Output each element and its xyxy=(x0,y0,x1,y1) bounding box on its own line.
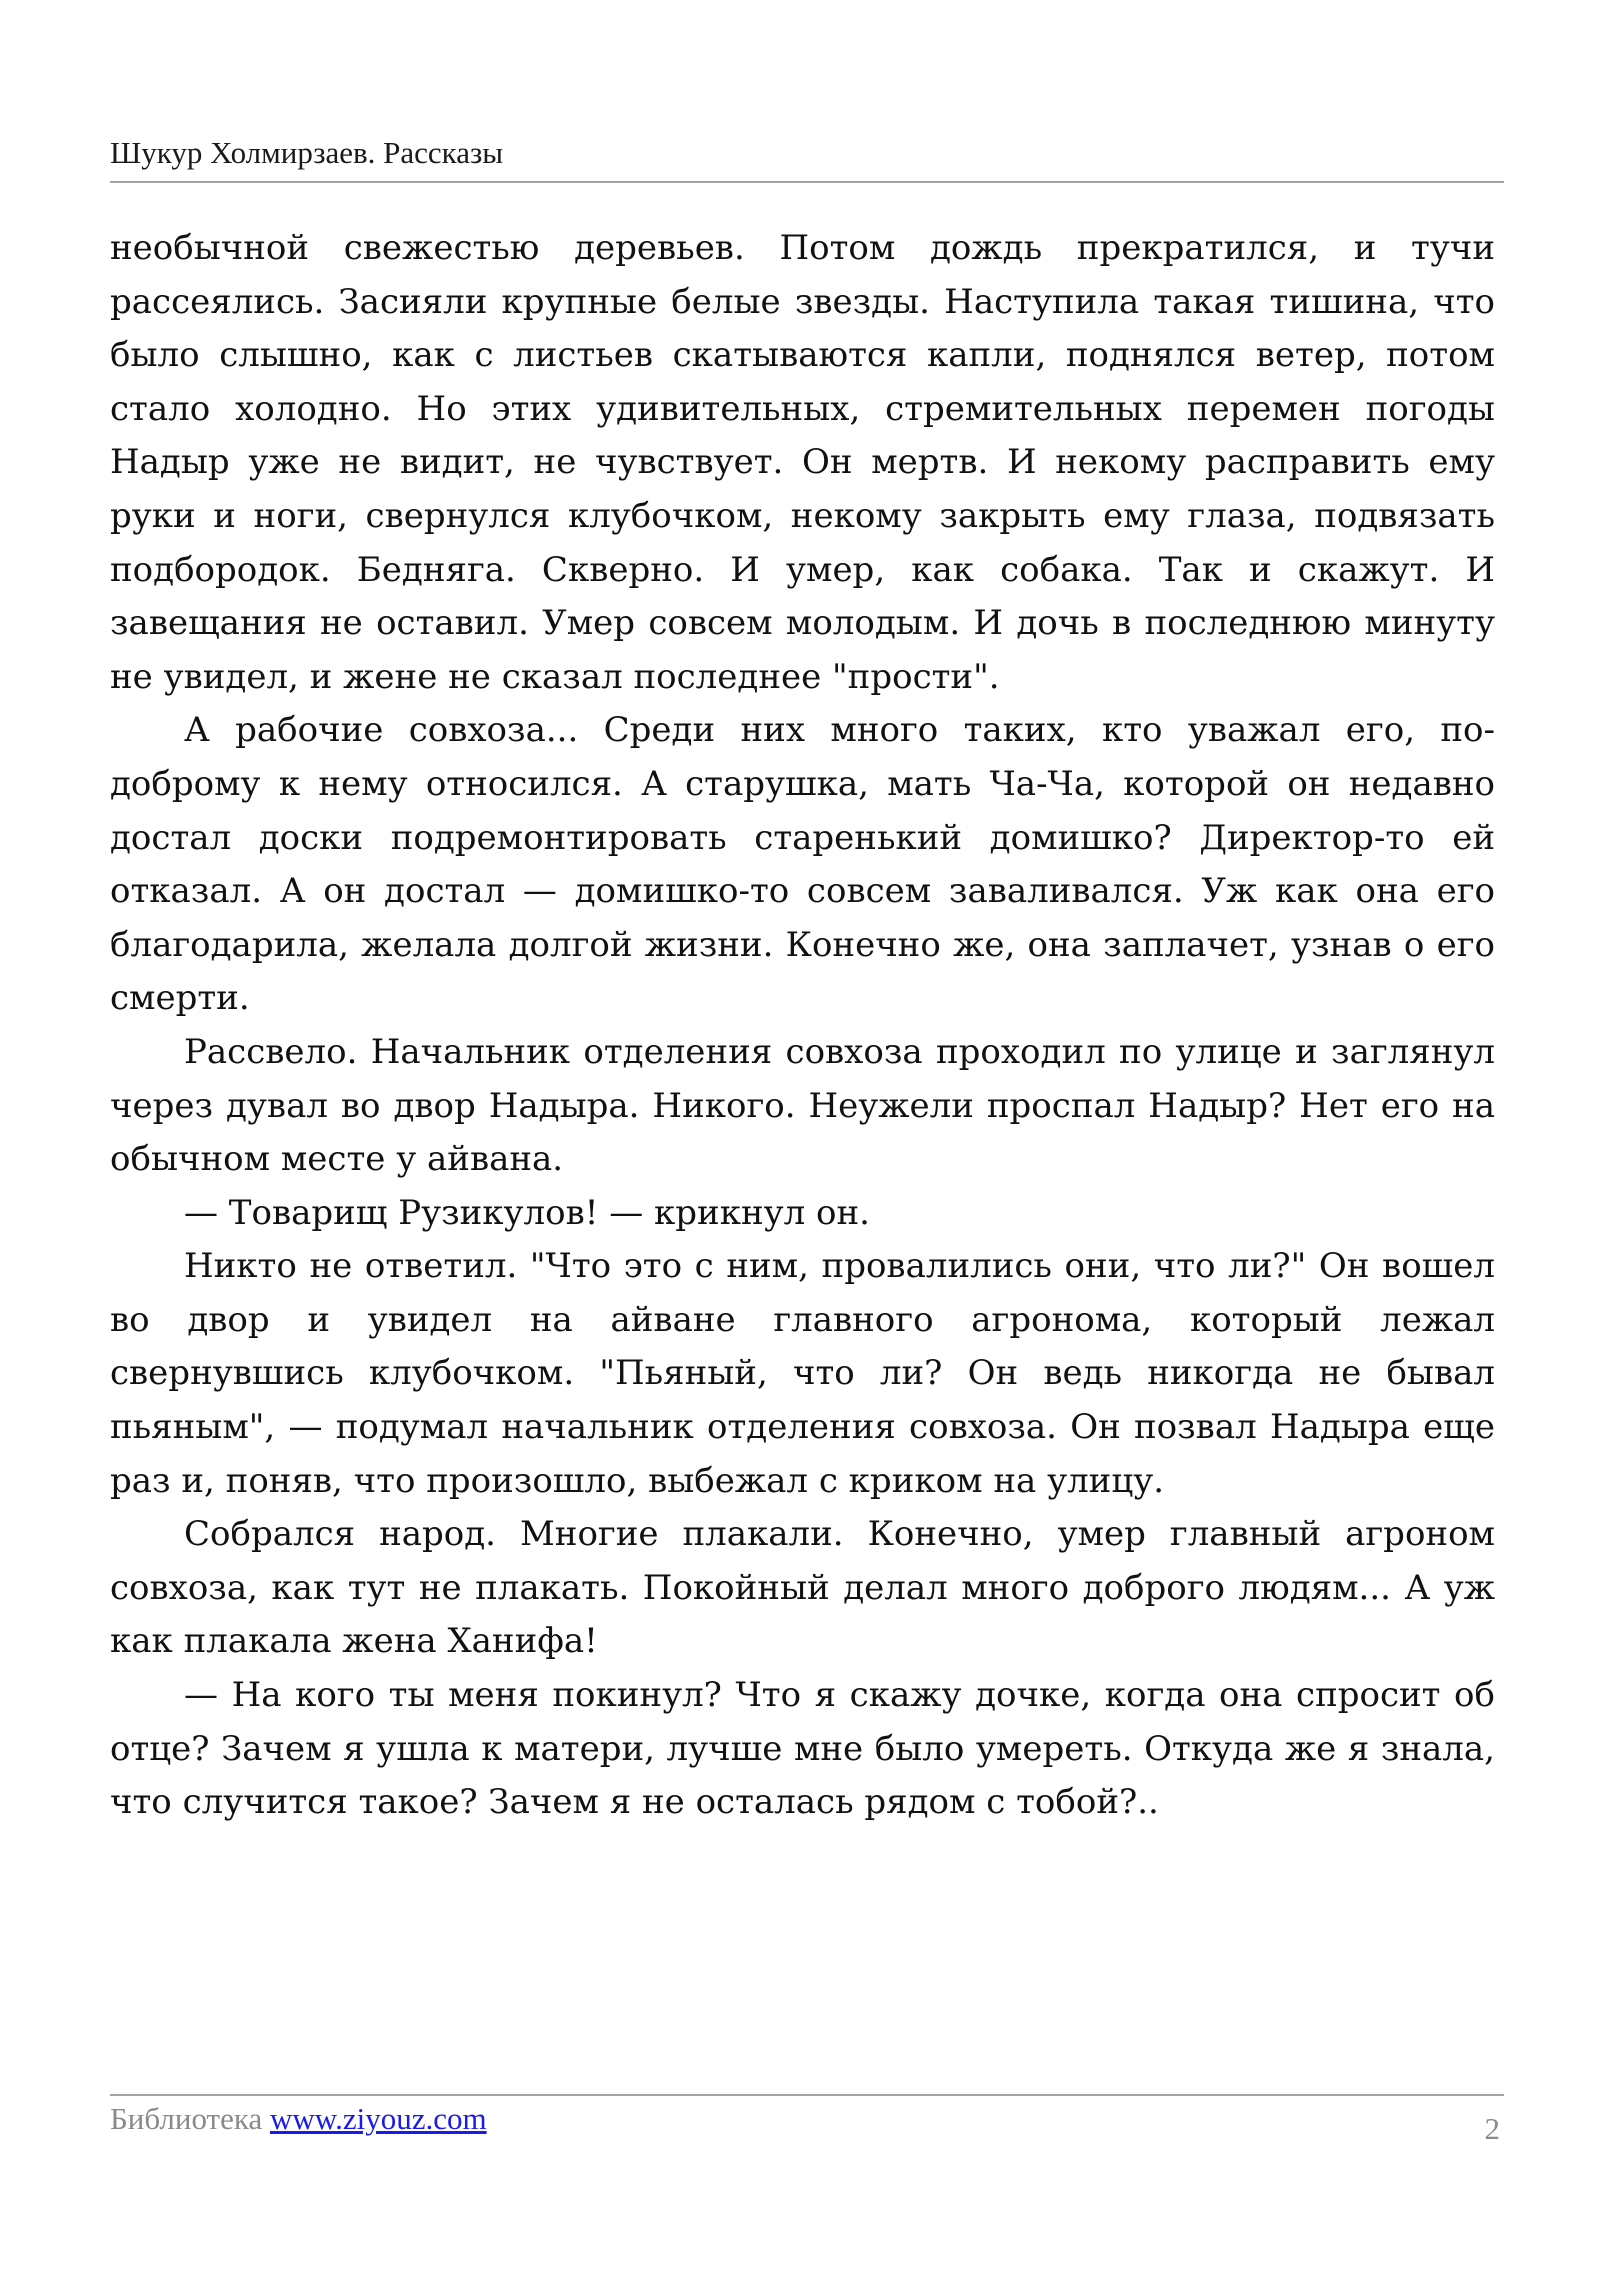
paragraph: А рабочие совхоза... Среди них много таких, кто уважал его, по-доброму к нему относился. А старушка, мать Ча-Ча, которой он недавно достал доски подремонтировать старенький домишко? Директор-то ей отказал. А он достал — домишко-то совсем заваливался. Уж как она его благодарила, желала долгой жизни. Конечно же, она заплачет, узнав о его смерти. xyxy=(110,710,1495,1019)
page-number: 2 xyxy=(1484,2111,1500,2146)
paragraph: Собрался народ. Многие плакали. Конечно, умер главный агроном совхоза, как тут не плакать. Покойный делал много доброго людям... А уж как плакала жена Ханифа! xyxy=(110,1514,1495,1662)
paragraph: — На кого ты меня покинул? Что я скажу дочке, когда она спросит об отце? Зачем я ушла к матери, лучше мне было умереть. Откуда же я знала, что случится такое? Зачем я не осталась рядом с тобой?.. xyxy=(110,1675,1495,1823)
paragraph: Рассвело. Начальник отделения совхоза проходил по улице и заглянул через дувал во двор Надыра. Никого. Неужели проспал Надыр? Нет его на обычном месте у айвана. xyxy=(110,1031,1495,1180)
paragraph: Никто не ответил. "Что это с ним, провалились они, что ли?" Он вошел во двор и увидел на айване главного агронома, который лежал свернувшись клубочком. "Пьяный, что ли? Он ведь никогда не бывал пьяным", — подумал начальник отделения совхоза. Он позвал Надыра еще раз и, поняв, что произошло, выбежал с криком на улицу. xyxy=(110,1246,1495,1501)
document-title: Шукур Холмирзаев. Рассказы xyxy=(110,135,504,170)
paragraph: — Товарищ Рузикулов! — крикнул он. xyxy=(184,1192,870,1233)
footer-library xyxy=(110,2099,487,2139)
page-body xyxy=(110,222,1495,1830)
library-link[interactable]: www.ziyouz.com xyxy=(269,2101,487,2136)
page-header xyxy=(110,133,1504,183)
paragraph: необычной свежестью деревьев. Потом дождь прекратился, и тучи рассеялись. Засияли крупные белые звезды. Наступила такая тишина, что было слышно, как с листьев скатываются капли, поднялся ветер, потом стало холодно. Но этих удивительных, стремительных перемен погоды Надыр уже не видит, не чувствует. Он мертв. И некому расправить ему руки и ноги, свернулся клубочком, некому закрыть ему глаза, подвязать подбородок. Бедняга. Скверно. И умер, как собака. Так и скажут. И завещания не оставил. Умер совсем молодым. И дочь в последнюю минуту не увидел, и жене не сказал последнее "прости". xyxy=(110,228,1495,697)
page-footer xyxy=(110,2094,1504,2164)
library-label: Библиотека xyxy=(110,2101,263,2136)
